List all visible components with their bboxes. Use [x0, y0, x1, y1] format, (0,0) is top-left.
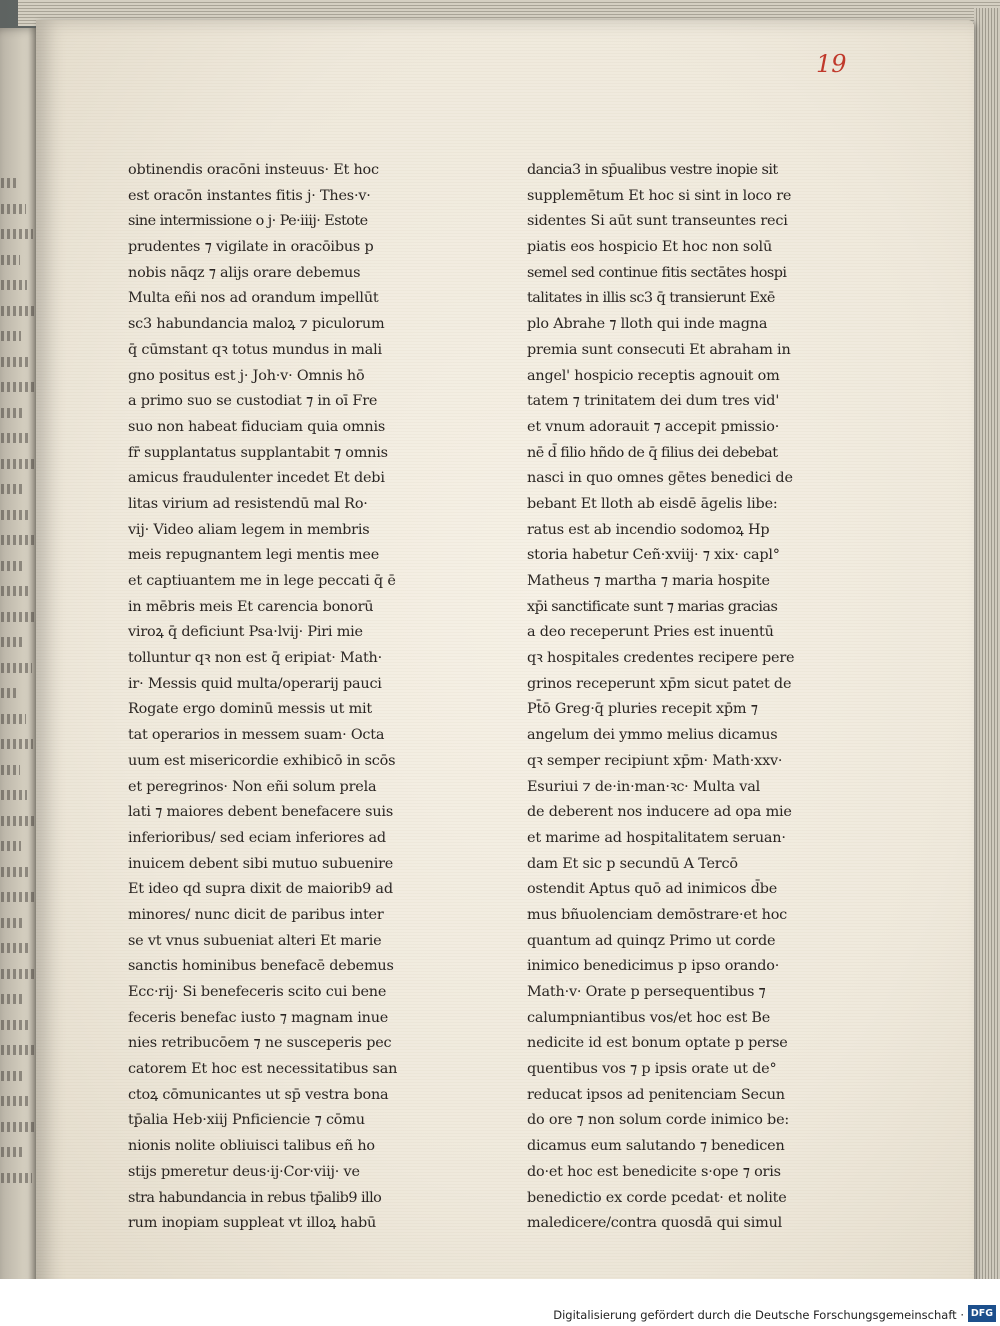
- facing-page-text-fragment: [1, 637, 25, 647]
- text-line: nasci in quo omnes gētes benedici de: [527, 470, 793, 487]
- text-line: do·et hoc est benedicite s·ope ⁊ oris: [527, 1163, 781, 1180]
- facing-page-text-fragment: [1, 1096, 31, 1106]
- text-line: sanctis hominibus benefacē debemus: [128, 958, 394, 975]
- text-line: se vt vnus subueniat alteri Et marie: [128, 932, 382, 949]
- text-line: de deberent nos inducere ad opa mie: [527, 804, 792, 821]
- folio-number: 19: [816, 50, 847, 78]
- text-line: nobis nāqz ⁊ alijs orare debemus: [128, 264, 361, 281]
- text-line: litas virium ad resistendū mal Ro·: [128, 495, 368, 512]
- facing-page-text-fragment: [1, 510, 30, 520]
- text-line: et peregrinos· Non eñi solum prela: [128, 778, 377, 795]
- facing-page-text-fragment: [1, 969, 36, 979]
- text-line: feceris benefac iusto ⁊ magnam inue: [128, 1009, 389, 1026]
- text-line: in mēbris meis Et carencia bonorū: [128, 598, 374, 615]
- text-line: inuicem debent sibi mutuo subuenire: [128, 855, 394, 872]
- page-stack-right: [974, 8, 1000, 1302]
- facing-page-text-fragment: [1, 459, 36, 469]
- text-line: est oracōn instantes fitis j· Thes·v·: [128, 187, 371, 204]
- text-line: amicus fraudulenter incedet Et debi: [128, 470, 385, 487]
- dfg-logo: DFG: [968, 1305, 996, 1322]
- text-line: dam Et sic p secundū A Tercō: [527, 855, 738, 872]
- text-line: nionis nolite obliuisci talibus eñ ho: [128, 1138, 375, 1155]
- text-line: Ecc·rij· Si benefeceris scito cui bene: [128, 984, 387, 1000]
- text-line: q̄ cūmstant qꝛ totus mundus in mali: [128, 341, 382, 358]
- text-line: et vnum adorauit ⁊ accepit pmissio·: [527, 418, 780, 435]
- facing-page-text-fragment: [1, 1045, 37, 1055]
- text-line: tp̄alia Heb·xiij Pnficiencie ⁊ cōmu: [128, 1112, 365, 1129]
- text-line: quantum ad quinqz Primo ut corde: [527, 932, 776, 949]
- text-line: quentibus vos ⁊ p ipsis orate ut de°: [527, 1061, 777, 1078]
- text-line: a deo receperunt Pries est inuentū: [527, 624, 774, 641]
- text-line: angelum dei ymmo melius dicamus: [527, 727, 778, 744]
- text-line: do ore ⁊ non solum corde inimico be:: [527, 1112, 790, 1129]
- text-line: dancia3 in sp̄ualibus vestre inopie sit: [527, 162, 778, 178]
- text-line: talitates in illis sc3 q̄ transierunt Exē: [527, 290, 775, 307]
- text-line: obtinendis oracōni insteuus· Et hoc: [128, 162, 379, 178]
- facing-page-text-fragment: [1, 357, 28, 367]
- facing-page-text-fragment: [1, 306, 34, 316]
- facing-page-text-fragment: [1, 612, 38, 622]
- facing-page-text-fragment: [1, 229, 33, 239]
- text-line: storia habetur Ceñ·xviij· ⁊ xix· capl°: [527, 547, 780, 564]
- text-line: uum est misericordie exhibicō in scōs: [128, 752, 396, 769]
- book-page: [36, 20, 974, 1302]
- text-line: inferioribus/ sed eciam inferiores ad: [128, 829, 386, 846]
- text-line: grinos receperunt xp̄m sicut patet de: [527, 675, 792, 692]
- text-line: a primo suo se custodiat ⁊ in oī Fre: [128, 393, 378, 410]
- facing-page-text-fragment: [1, 178, 19, 188]
- facing-page-text-fragment: [1, 816, 34, 826]
- facing-page-text-fragment: [1, 1147, 25, 1157]
- facing-page-text-fragment: [1, 918, 22, 928]
- text-line: lati ⁊ maiores debent benefacere suis: [128, 804, 394, 821]
- facing-page-text-fragment: [1, 892, 35, 902]
- facing-page-text-fragment: [1, 994, 23, 1004]
- facing-page-text-fragment: [1, 382, 35, 392]
- facing-page-text-fragment: [1, 586, 31, 596]
- text-line: sine intermissione o j· Pe·iiij· Estote: [128, 213, 368, 230]
- facing-page-text-fragment: [1, 943, 29, 953]
- facing-page-text-fragment: [1, 484, 23, 494]
- text-line: Multa eñi nos ad orandum impellūt: [128, 290, 379, 307]
- right-text-column: [527, 158, 847, 1237]
- text-line: plo Abrahe ⁊ lloth qui inde magna: [527, 316, 768, 333]
- text-line: Math·v· Orate p persequentibus ⁊: [527, 984, 766, 1000]
- facing-page-edge: [0, 28, 40, 1302]
- facing-page-text-fragment: [1, 867, 28, 877]
- text-line: ostendit Aptus quō ad inimicos d̄be: [527, 881, 778, 898]
- facing-page-text-fragment: [1, 714, 26, 724]
- text-line: tat operarios in messem suam· Octa: [128, 727, 385, 744]
- text-line: reducat ipsos ad penitenciam Secun: [527, 1086, 785, 1103]
- facing-page-text-fragment: [1, 255, 20, 265]
- facing-page-text-fragment: [1, 1020, 30, 1030]
- facing-page-text-fragment: [1, 1173, 32, 1183]
- text-line: et captiuantem me in lege peccati q̄ ē: [128, 573, 396, 589]
- facing-page-text-fragment: [1, 765, 20, 775]
- text-line: dicamus eum salutando ⁊ benedicen: [527, 1138, 785, 1155]
- facing-page-text-fragment: [1, 1122, 38, 1132]
- text-line: qꝛ semper recipiunt xp̄m· Math·xxv·: [527, 752, 783, 769]
- facing-page-text-fragment: [1, 535, 37, 545]
- left-text-column: [128, 158, 448, 1237]
- facing-page-text-fragment: [1, 408, 22, 418]
- text-line: angel' hospicio receptis agnouit om: [527, 367, 780, 384]
- text-line: meis repugnantem legi mentis mee: [128, 547, 380, 564]
- text-line: catorem Et hoc est necessitatibus san: [128, 1061, 398, 1078]
- text-line: nies retribucōem ⁊ ne susceperis pec: [128, 1035, 392, 1052]
- text-line: qꝛ hospitales credentes recipere pere: [527, 650, 795, 667]
- facing-page-text-fragment: [1, 331, 21, 341]
- text-line: mus bñuolenciam demōstrare·et hoc: [527, 906, 788, 923]
- text-line: sidentes Si aūt sunt transeuntes reci: [527, 213, 788, 230]
- text-line: nē d̄ filio hñdo de q̄ filius dei debebat: [527, 444, 778, 461]
- facing-page-text-fragment: [1, 204, 26, 214]
- facing-page-text-fragment: [1, 688, 19, 698]
- text-line: semel sed continue fitis sectātes hospi: [527, 264, 787, 281]
- facing-page-text-fragment: [1, 280, 27, 290]
- facing-page-text-fragment: [1, 739, 33, 749]
- text-line: sc3 habundancia maloꝝ ⁊ piculorum: [128, 316, 385, 333]
- text-line: nedicite id est bonum optate p perse: [527, 1035, 788, 1052]
- text-line: Pt̄ō Greg·q̄ pluries recepit xp̄m ⁊: [527, 701, 758, 718]
- text-line: calumpniantibus vos/et hoc est Be: [527, 1009, 771, 1026]
- text-line: maledicere/contra quosdā qui simul: [527, 1215, 783, 1232]
- text-line: Matheus ⁊ martha ⁊ maria hospite: [527, 573, 770, 589]
- facing-page-text-fragment: [1, 561, 24, 571]
- text-line: Rogate ergo dominū messis ut mit: [128, 701, 372, 718]
- text-line: ir· Messis quid multa/operarij pauci: [128, 675, 382, 692]
- funding-credit: Digitalisierung gefördert durch die Deutsche Forschungsgemeinschaft ·: [553, 1308, 964, 1322]
- text-line: fr̄ supplantatus supplantabit ⁊ omnis: [128, 444, 388, 461]
- text-line: stijs pmeretur deus·ij·Cor·viij· ve: [128, 1163, 360, 1180]
- text-line: premia sunt consecuti Et abraham in: [527, 341, 791, 358]
- text-line: piatis eos hospicio Et hoc non solū: [527, 239, 773, 256]
- text-line: ratus est ab incendio sodomoꝝ Hp: [527, 521, 770, 538]
- text-line: tolluntur qꝛ non est q̄ eripiat· Math·: [128, 650, 382, 667]
- facing-page-text-fragment: [1, 1071, 24, 1081]
- text-line: et marime ad hospitalitatem seruan·: [527, 829, 786, 846]
- text-line: supplemētum Et hoc si sint in loco re: [527, 187, 792, 204]
- text-line: gno positus est j· Joh·v· Omnis hō: [128, 367, 365, 384]
- facing-page-text-fragment: [1, 841, 21, 851]
- facing-page-text-fragment: [1, 790, 27, 800]
- text-line: tatem ⁊ trinitatem dei dum tres vid': [527, 393, 780, 410]
- text-line: ctoꝝ cōmunicantes ut sp̄ vestra bona: [128, 1086, 389, 1103]
- text-line: viroꝝ q̄ deficiunt Psa·lvij· Piri mie: [128, 624, 363, 641]
- text-line: Esuriui ⁊ de·in·man·ꝛc· Multa val: [527, 778, 760, 795]
- text-line: inimico benedicimus p ipso orando·: [527, 958, 780, 975]
- facing-page-text-fragment: [1, 433, 29, 443]
- text-line: Et ideo qd supra dixit de maiorib9 ad: [128, 881, 393, 898]
- text-line: bebant Et lloth ab eisdē āgelis libe:: [527, 495, 778, 512]
- text-line: rum inopiam suppleat vt illoꝝ habū: [128, 1215, 377, 1232]
- text-line: benedictio ex corde pcedat· et nolite: [527, 1189, 787, 1206]
- text-line: suo non habeat fiduciam quia omnis: [128, 418, 386, 435]
- facing-page-text-fragment: [1, 663, 32, 673]
- text-line: minores/ nunc dicit de paribus inter: [128, 906, 384, 923]
- text-line: vij· Video aliam legem in membris: [128, 521, 370, 538]
- text-line: prudentes ⁊ vigilate in oracōibus p: [128, 239, 374, 256]
- text-line: xp̄i sanctificate sunt ⁊ marias gracias: [527, 598, 778, 615]
- text-line: stra habundancia in rebus tp̄alib9 illo: [128, 1189, 382, 1206]
